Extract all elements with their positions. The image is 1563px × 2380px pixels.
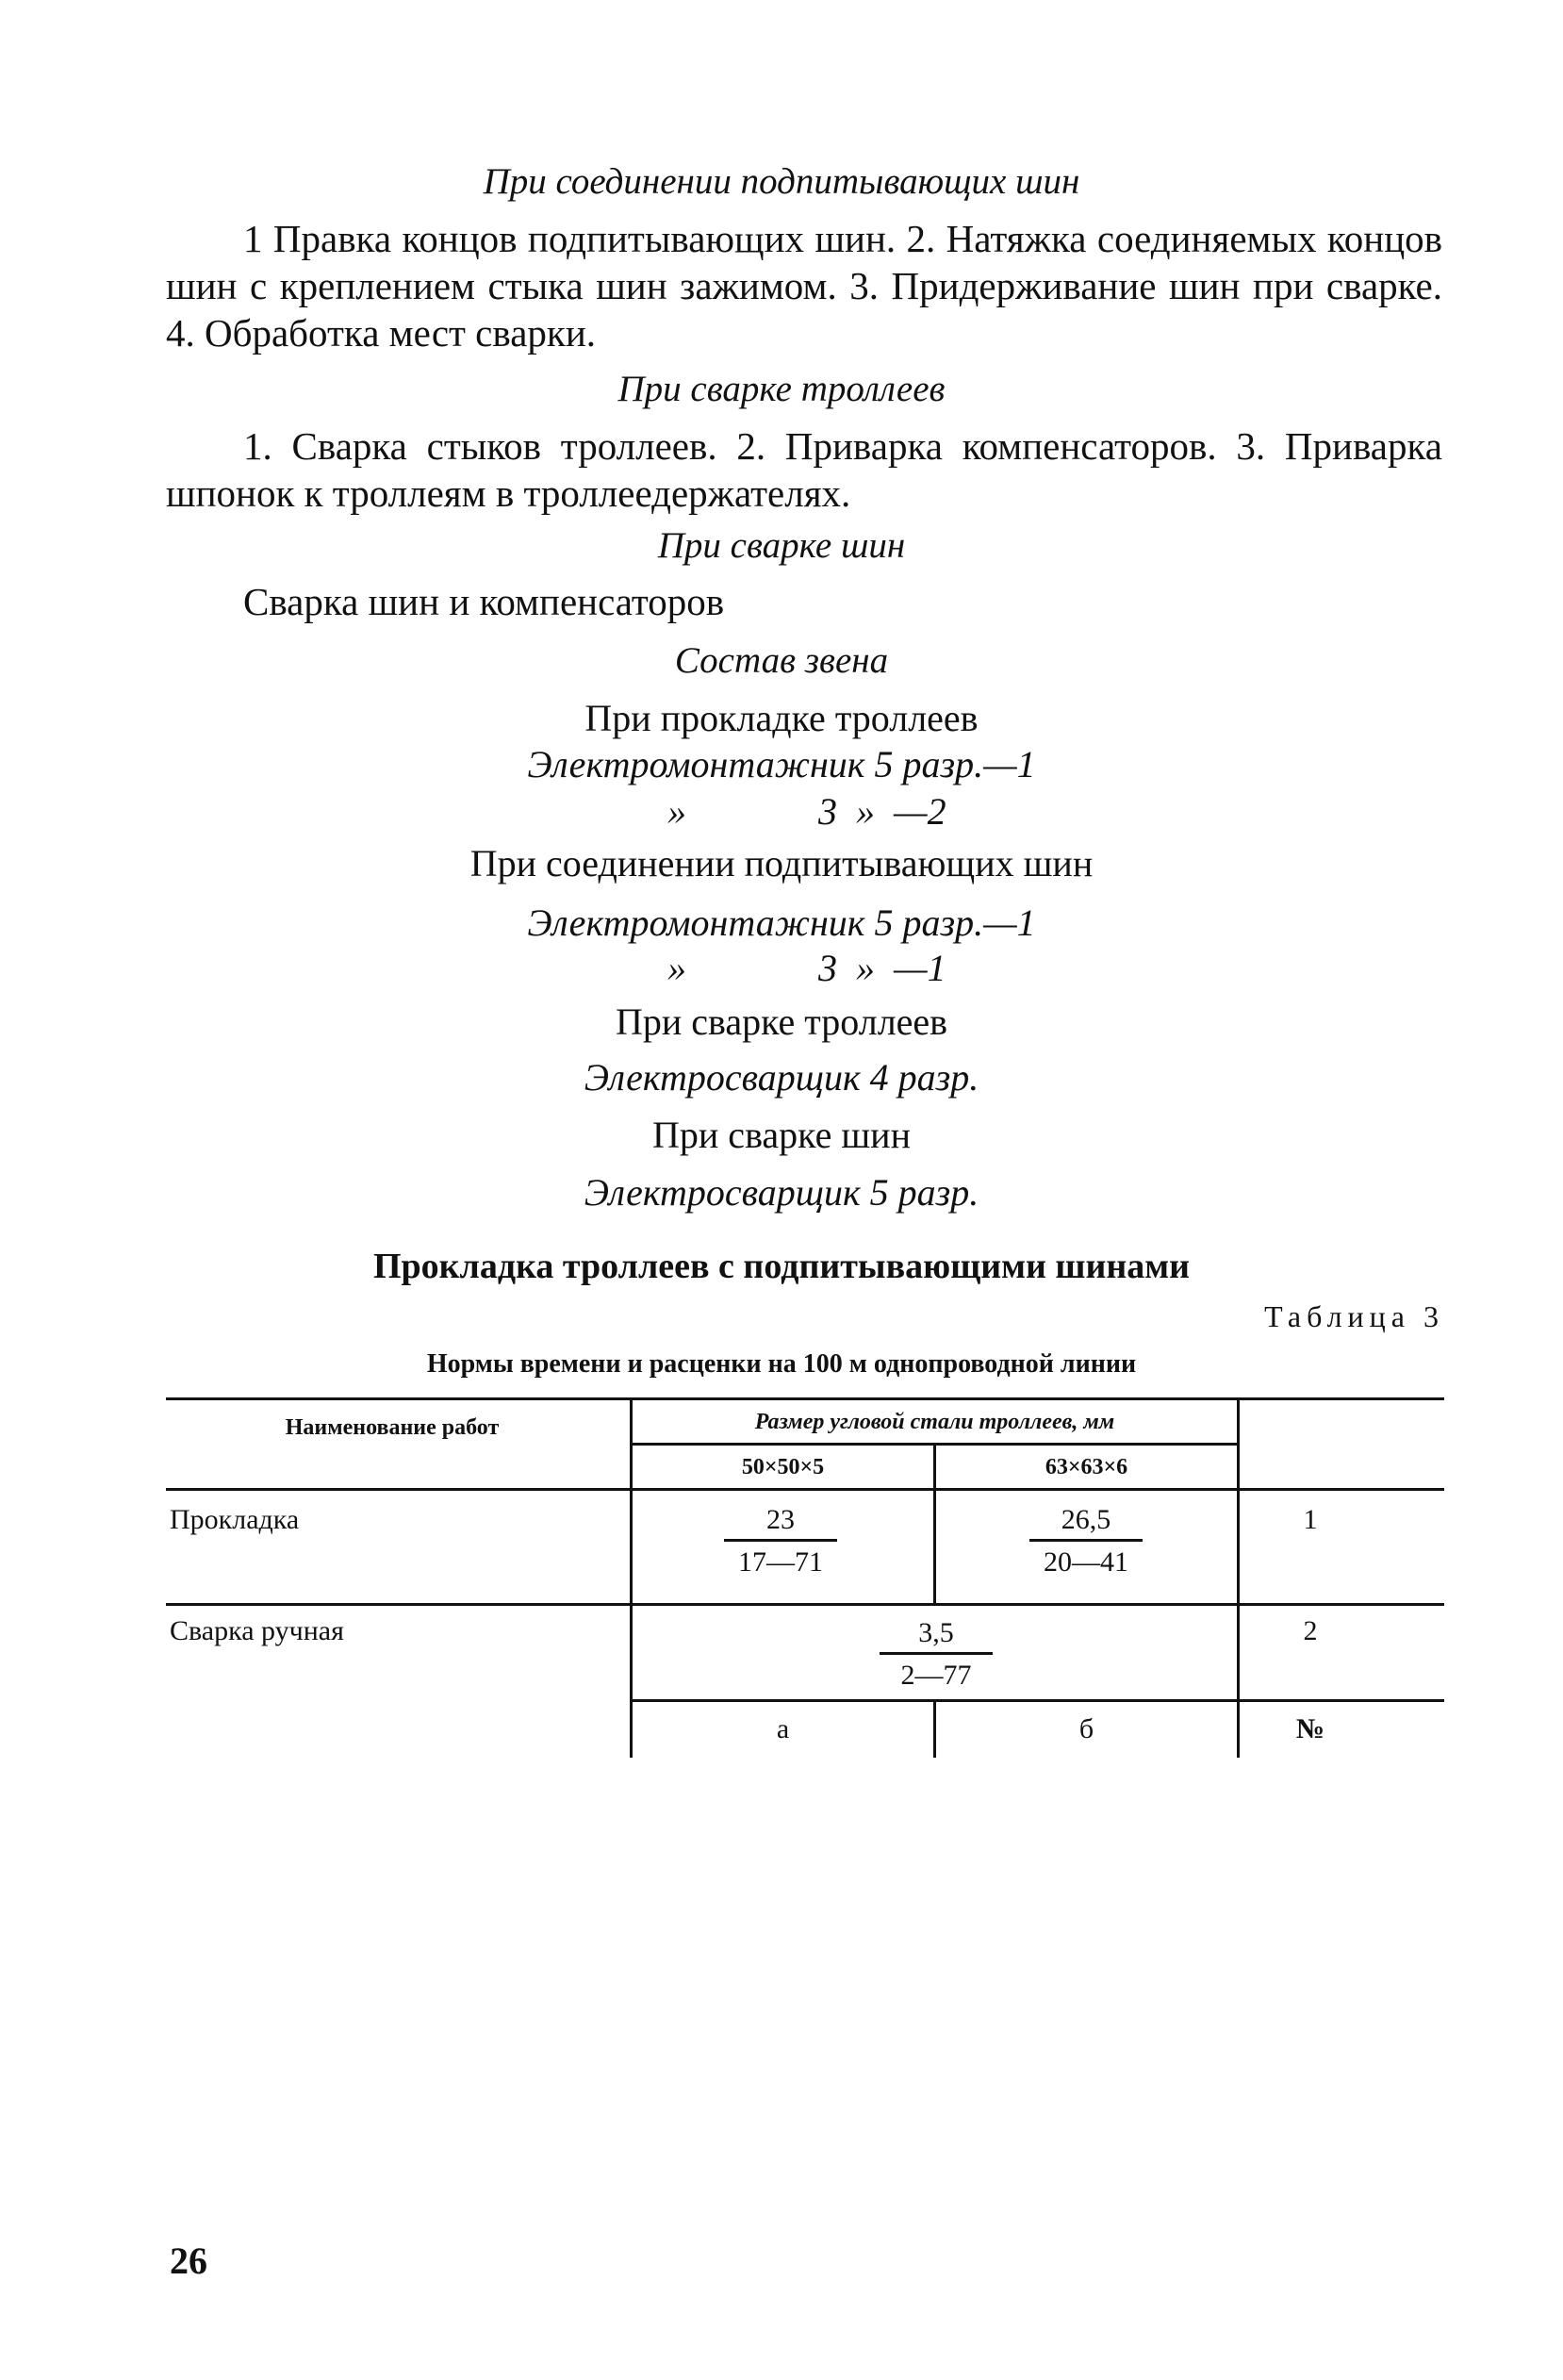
crew-line: Электросварщик 4 разр. — [584, 1056, 979, 1099]
norm-time: 23 — [724, 1503, 837, 1542]
row-number: 1 — [1303, 1504, 1318, 1535]
crew-group-title: При сварке шин — [652, 1114, 911, 1156]
table-label: Таблица 3 — [1264, 1299, 1444, 1333]
crew-line: Электромонтажник 5 разр.—1 — [527, 743, 1036, 785]
table-rule — [166, 1397, 1444, 1400]
welding-trolleys-text: 1. Сварка стыков троллеев. 2. Приварка компенсаторов. 3. Приварка шпонок к троллеям в троллеедержателях. — [166, 424, 1442, 515]
norms-table — [166, 1397, 1444, 1758]
norm-rate: 17—71 — [738, 1546, 823, 1578]
row-name: Сварка ручная — [170, 1615, 344, 1646]
crew-heading: Состав звена — [674, 640, 889, 681]
norm-fraction — [724, 1503, 837, 1579]
header-size-b: 63×63×6 — [1045, 1455, 1128, 1479]
norm-time: 3,5 — [880, 1616, 993, 1655]
norm-fraction — [1029, 1503, 1143, 1579]
welding-buses-text: Сварка шин и компенсаторов — [243, 580, 725, 623]
norm-fraction — [880, 1616, 993, 1693]
header-size-a: 50×50×5 — [741, 1455, 825, 1479]
column-number-sign: № — [1295, 1713, 1325, 1744]
norm-time: 26,5 — [1029, 1503, 1143, 1542]
column-letter-b: б — [1078, 1713, 1094, 1744]
crew-line: Электросварщик 5 разр. — [584, 1171, 979, 1214]
joining-heading: При соединении подпитывающих шин — [483, 161, 1080, 202]
page-number: 26 — [170, 2240, 207, 2282]
table-rule — [166, 1488, 1444, 1491]
crew-line: Электромонтажник 5 разр.—1 — [527, 901, 1036, 944]
crew-group-title: При соединении подпитывающих шин — [469, 842, 1094, 884]
table-rule — [166, 1603, 1444, 1606]
welding-buses-heading: При сварке шин — [657, 525, 906, 566]
table-caption: Нормы времени и расценки на 100 м однопроводной линии — [426, 1349, 1137, 1379]
row-name: Прокладка — [170, 1504, 300, 1535]
norm-rate: 20—41 — [1044, 1546, 1128, 1578]
header-work-name: Наименование работ — [285, 1415, 500, 1440]
crew-line: » 3 » —1 — [667, 947, 946, 989]
column-letter-a: а — [776, 1713, 790, 1744]
crew-group-title: При прокладке троллеев — [584, 697, 979, 739]
table-section-title: Прокладка троллеев с подпитывающими шинами — [372, 1247, 1191, 1286]
header-size-group: Размер угловой стали троллеев, мм — [754, 1410, 1115, 1434]
joining-text: 1 Правка концов подпитывающих шин. 2. Натяжка соединяемых концов шин с креплением стыка шин зажимом. 3. Придерживание шин при сварке. 4. Обработка мест сварки. — [166, 217, 1442, 355]
crew-group-title: При сварке троллеев — [615, 1000, 948, 1043]
row-number: 2 — [1303, 1615, 1318, 1646]
welding-trolleys-heading: При сварке троллеев — [617, 369, 946, 409]
table-rule — [1237, 1397, 1240, 1758]
table-rule — [630, 1699, 1444, 1702]
norm-rate: 2—77 — [900, 1660, 972, 1691]
crew-line: » 3 » —2 — [667, 790, 946, 833]
